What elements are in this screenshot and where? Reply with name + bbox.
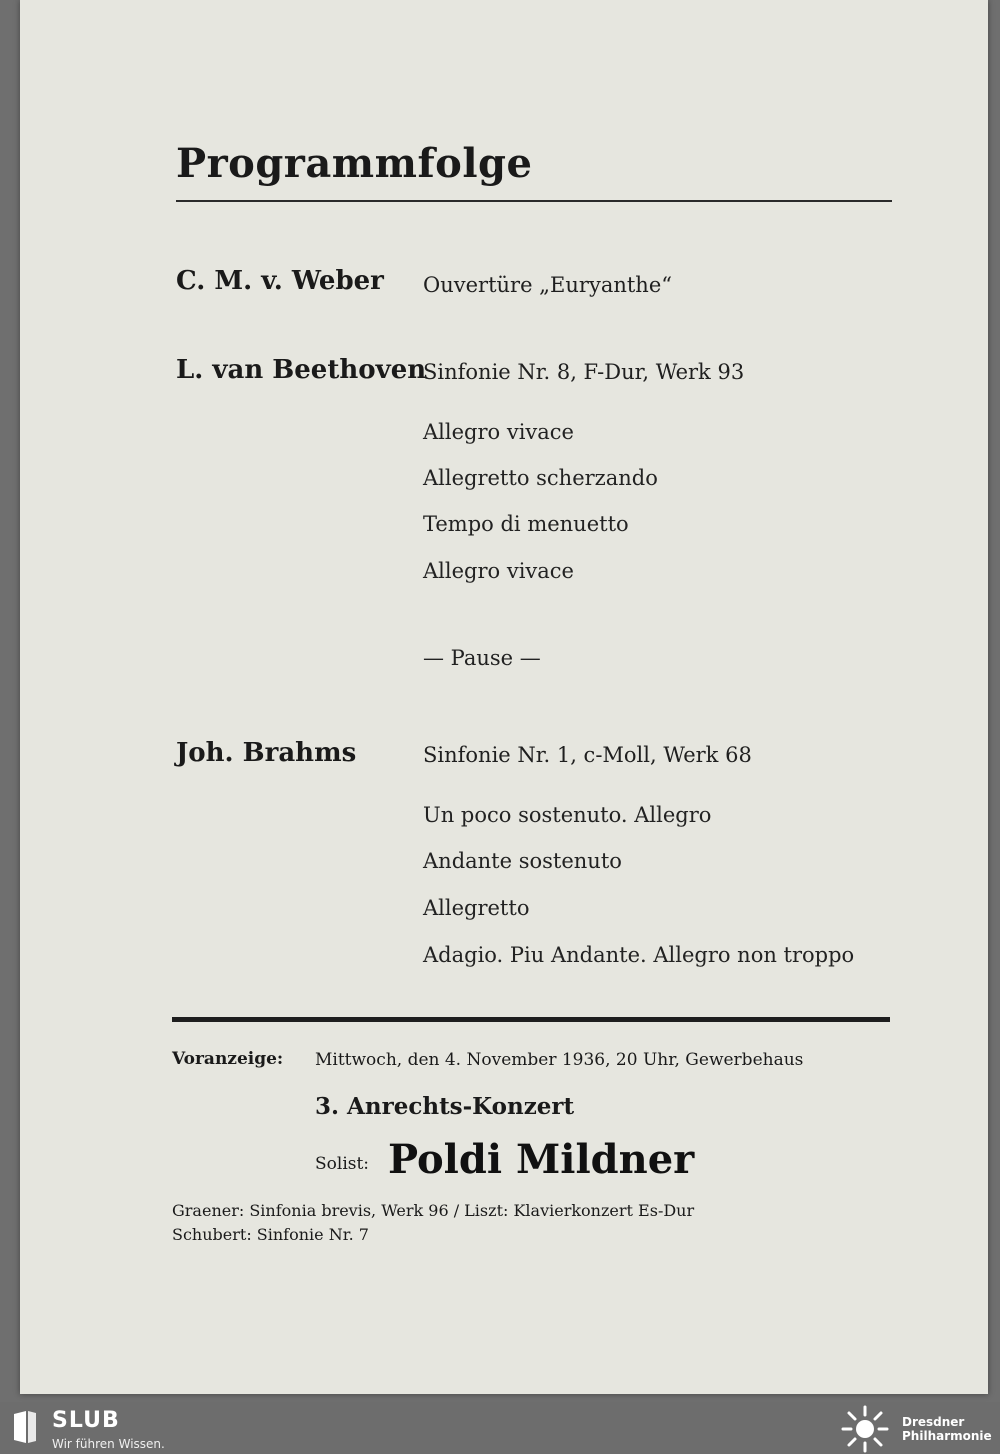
movement-beethoven-1: Allegro vivace <box>423 420 574 444</box>
preview-date: Mittwoch, den 4. November 1936, 20 Uhr, Gewerbehaus <box>315 1050 804 1070</box>
movement-beethoven-2: Allegretto scherzando <box>423 466 658 490</box>
work-weber: Ouvertüre „Euryanthe“ <box>423 273 672 297</box>
work-brahms: Sinfonie Nr. 1, c-Moll, Werk 68 <box>423 743 752 767</box>
slub-tagline: Wir führen Wissen. <box>52 1437 165 1451</box>
pause-label: — Pause — <box>423 646 541 670</box>
movement-brahms-3: Allegretto <box>423 896 530 920</box>
preview-program-line-2: Schubert: Sinfonie Nr. 7 <box>172 1225 369 1244</box>
philharmonie-name <box>902 1415 992 1443</box>
composer-brahms: Joh. Brahms <box>176 738 357 768</box>
work-beethoven: Sinfonie Nr. 8, F-Dur, Werk 93 <box>423 360 745 384</box>
preview-label: Voranzeige: <box>172 1049 284 1069</box>
composer-weber: C. M. v. Weber <box>176 266 384 296</box>
solist-label: Solist: <box>315 1154 370 1174</box>
title-rule <box>176 200 892 202</box>
movement-beethoven-3: Tempo di menuetto <box>423 512 629 536</box>
program-title: Programmfolge <box>176 140 533 187</box>
viewer-footer <box>0 1402 1000 1454</box>
section-rule <box>172 1017 890 1022</box>
movement-brahms-4: Adagio. Piu Andante. Allegro non troppo <box>423 943 855 967</box>
slub-logo-icon <box>12 1410 38 1444</box>
philharmonie-logo-icon <box>840 1404 890 1454</box>
slub-name: SLUB <box>52 1408 120 1433</box>
preview-concert-title: 3. Anrechts-Konzert <box>315 1093 575 1120</box>
movement-brahms-2: Andante sostenuto <box>423 849 622 873</box>
program-page <box>20 0 988 1394</box>
philharmonie-name-line-1: Dresdner <box>902 1415 965 1429</box>
philharmonie-name-line-2: Philharmonie <box>902 1429 992 1443</box>
movement-brahms-1: Un poco sostenuto. Allegro <box>423 803 712 827</box>
solist-name: Poldi Mildner <box>388 1136 695 1183</box>
movement-beethoven-4: Allegro vivace <box>423 559 574 583</box>
composer-beethoven: L. van Beethoven <box>176 355 427 385</box>
preview-program-line-1: Graener: Sinfonia brevis, Werk 96 / Liszt: Klavierkonzert Es-Dur <box>172 1201 695 1220</box>
